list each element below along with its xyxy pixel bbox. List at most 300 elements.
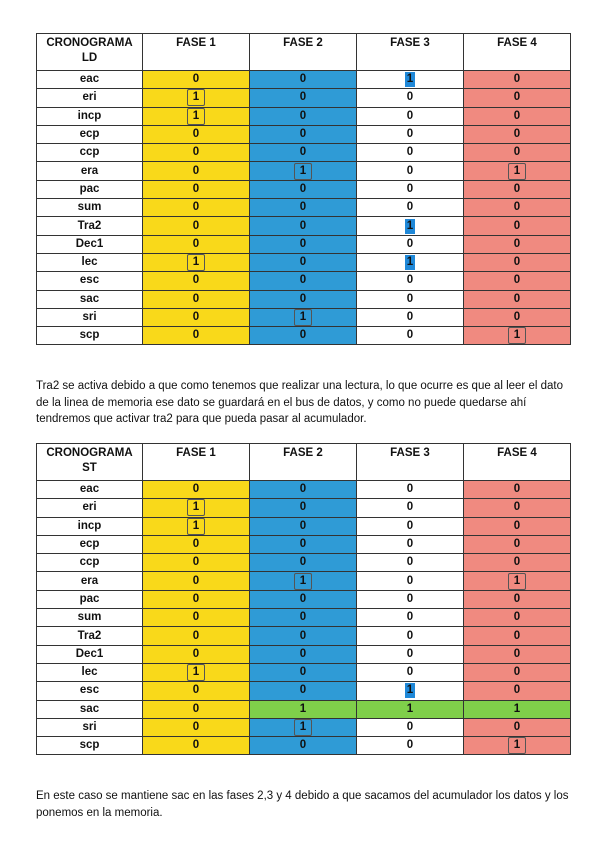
signal-value: 0 [192, 219, 200, 232]
signal-value: 0 [513, 721, 521, 733]
fase-4-cell [464, 235, 571, 253]
fase-3-cell [357, 180, 464, 198]
signal-value: 0 [406, 109, 414, 122]
signal-label: Dec1 [37, 645, 143, 663]
fase-2-cell [250, 199, 357, 217]
fase-4-cell [464, 217, 571, 235]
signal-value: 0 [192, 237, 200, 250]
fase-2-cell [250, 627, 357, 645]
fase-2-cell [250, 290, 357, 308]
fase-3-cell [357, 235, 464, 253]
signal-value: 0 [513, 237, 521, 250]
signal-label: sri [37, 718, 143, 736]
fase-1-cell [143, 627, 250, 645]
signal-value: 0 [513, 538, 521, 551]
signal-value: 0 [192, 146, 200, 159]
table-row [37, 235, 571, 253]
table-row [37, 217, 571, 235]
table-row [37, 481, 571, 499]
signal-value: 0 [299, 237, 307, 250]
table-row [37, 663, 571, 681]
table-row [37, 645, 571, 663]
signal-value: 1 [294, 573, 312, 590]
fase-1-cell [143, 180, 250, 198]
fase-3-cell [357, 554, 464, 572]
fase-3-cell [357, 71, 464, 89]
table-row [37, 737, 571, 755]
signal-label: eri [37, 499, 143, 517]
signal-value: 0 [299, 274, 307, 287]
signal-value: 0 [513, 556, 521, 569]
table-row [37, 554, 571, 572]
signal-value: 0 [513, 501, 521, 514]
fase-3-cell [357, 253, 464, 271]
fase-3-cell [357, 499, 464, 517]
header-fase-1: FASE 1 [143, 444, 250, 481]
fase-4-cell [464, 718, 571, 736]
signal-label: sum [37, 609, 143, 627]
fase-1-cell [143, 481, 250, 499]
signal-label: incp [37, 107, 143, 125]
table-row [37, 144, 571, 162]
signal-value: 0 [299, 684, 307, 697]
signal-value: 0 [192, 556, 200, 569]
table-row [37, 590, 571, 608]
signal-value: 0 [299, 666, 307, 679]
fase-1-cell [143, 663, 250, 681]
fase-2-cell [250, 308, 357, 326]
signal-value: 1 [294, 309, 312, 326]
fase-2-cell [250, 663, 357, 681]
signal-label: era [37, 162, 143, 180]
fase-1-cell [143, 682, 250, 700]
signal-value: 0 [513, 146, 521, 159]
fase-4-cell [464, 663, 571, 681]
fase-1-cell [143, 272, 250, 290]
header-fase-3: FASE 3 [357, 444, 464, 481]
fase-3-cell [357, 737, 464, 755]
fase-2-cell [250, 645, 357, 663]
fase-4-cell [464, 700, 571, 718]
table-row [37, 125, 571, 143]
signal-value: 0 [192, 483, 200, 496]
fase-3-cell [357, 272, 464, 290]
signal-value: 0 [406, 739, 414, 752]
fase-4-cell [464, 180, 571, 198]
signal-value: 0 [192, 201, 200, 214]
signal-value: 0 [406, 292, 414, 305]
fase-2-cell [250, 125, 357, 143]
fase-4-cell [464, 481, 571, 499]
signal-value: 0 [192, 647, 200, 660]
signal-value: 0 [299, 292, 307, 305]
fase-3-cell [357, 308, 464, 326]
fase-3-cell [357, 125, 464, 143]
fase-2-cell [250, 107, 357, 125]
signal-value: 0 [299, 182, 307, 195]
signal-value: 1 [299, 702, 307, 715]
fase-1-cell [143, 144, 250, 162]
table-subtitle: ST [82, 462, 97, 474]
fase-3-cell [357, 327, 464, 345]
table-subtitle: LD [81, 52, 98, 64]
signal-value: 0 [192, 329, 200, 342]
fase-4-cell [464, 272, 571, 290]
table-row [37, 700, 571, 718]
signal-value: 1 [187, 664, 205, 681]
signal-value: 1 [406, 219, 414, 232]
table-row [37, 627, 571, 645]
signal-value: 0 [513, 73, 521, 86]
signal-value: 0 [406, 721, 414, 733]
signal-value: 0 [406, 182, 414, 195]
fase-2-cell [250, 71, 357, 89]
fase-2-cell [250, 554, 357, 572]
fase-1-cell [143, 235, 250, 253]
signal-value: 0 [192, 702, 200, 715]
signal-value: 0 [299, 538, 307, 551]
header-fase-3: FASE 3 [357, 34, 464, 71]
fase-3-cell [357, 590, 464, 608]
signal-value: 0 [406, 91, 414, 104]
signal-value: 0 [513, 128, 521, 141]
fase-2-cell [250, 590, 357, 608]
note-ld: Tra2 se activa debido a que como tenemos que realizar una lectura, lo que ocurre es que al leer el dato de la linea de memoria ese dato se guardará en el bus de datos, y como no puede quedarse ahí tendremos que activar tra2 para que pueda pasar al acumulador. [36, 380, 563, 425]
signal-value: 0 [513, 592, 521, 605]
fase-2-cell [250, 737, 357, 755]
signal-value: 1 [508, 163, 526, 180]
fase-3-cell [357, 199, 464, 217]
fase-2-cell [250, 700, 357, 718]
fase-1-cell [143, 290, 250, 308]
signal-value: 0 [192, 538, 200, 551]
table-row [37, 71, 571, 89]
header-fase-4: FASE 4 [464, 34, 571, 71]
fase-4-cell [464, 609, 571, 627]
signal-label: lec [37, 663, 143, 681]
signal-value: 0 [406, 329, 414, 342]
signal-value: 0 [406, 611, 414, 624]
table-header-row [37, 34, 571, 71]
table-row [37, 682, 571, 700]
note-st: En este caso se mantiene sac en las fases 2,3 y 4 debido a que sacamos del acumulador los datos y los ponemos en la memoria. [36, 790, 569, 819]
signal-value: 0 [299, 647, 307, 660]
signal-value: 0 [513, 182, 521, 195]
table-row [37, 609, 571, 627]
signal-value: 0 [513, 219, 521, 232]
signal-value: 0 [406, 146, 414, 159]
fase-1-cell [143, 71, 250, 89]
signal-value: 0 [299, 629, 307, 642]
fase-2-cell [250, 235, 357, 253]
fase-4-cell [464, 682, 571, 700]
signal-label: sac [37, 290, 143, 308]
table-row [37, 517, 571, 535]
signal-value: 0 [513, 483, 521, 496]
signal-value: 0 [513, 292, 521, 305]
signal-label: eac [37, 71, 143, 89]
table-row [37, 107, 571, 125]
signal-value: 0 [513, 201, 521, 214]
signal-value: 0 [299, 483, 307, 496]
fase-2-cell [250, 517, 357, 535]
signal-value: 0 [192, 574, 200, 587]
signal-value: 0 [513, 519, 521, 532]
signal-value: 0 [299, 501, 307, 514]
signal-label: sum [37, 199, 143, 217]
fase-2-cell [250, 162, 357, 180]
signal-value: 1 [508, 573, 526, 590]
fase-1-cell [143, 217, 250, 235]
signal-label: Tra2 [37, 627, 143, 645]
fase-1-cell [143, 162, 250, 180]
signal-label: scp [37, 327, 143, 345]
signal-value: 0 [513, 256, 521, 269]
signal-value: 0 [513, 684, 521, 697]
fase-1-cell [143, 253, 250, 271]
signal-value: 0 [513, 91, 521, 104]
fase-4-cell [464, 645, 571, 663]
signal-label: sri [37, 308, 143, 326]
signal-value: 1 [508, 737, 526, 754]
fase-2-cell [250, 718, 357, 736]
table-row [37, 499, 571, 517]
signal-value: 1 [187, 499, 205, 516]
table-title: CRONOGRAMA [46, 37, 133, 49]
table-row [37, 327, 571, 345]
signal-value: 0 [406, 311, 414, 323]
signal-value: 0 [406, 538, 414, 551]
header-fase-2: FASE 2 [250, 34, 357, 71]
signal-value: 0 [513, 647, 521, 660]
signal-value: 1 [187, 518, 205, 535]
table-row [37, 162, 571, 180]
signal-value: 0 [406, 501, 414, 514]
fase-1-cell [143, 645, 250, 663]
signal-value: 0 [513, 311, 521, 323]
fase-2-cell [250, 481, 357, 499]
signal-label: pac [37, 180, 143, 198]
signal-value: 0 [192, 73, 200, 86]
fase-4-cell [464, 499, 571, 517]
fase-1-cell [143, 499, 250, 517]
signal-value: 0 [192, 739, 200, 752]
signal-value: 1 [187, 254, 205, 271]
signal-label: lec [37, 253, 143, 271]
fase-2-cell [250, 535, 357, 553]
fase-3-cell [357, 700, 464, 718]
header-fase-1: FASE 1 [143, 34, 250, 71]
table-title: CRONOGRAMA [46, 447, 133, 459]
signal-value: 1 [294, 719, 312, 736]
fase-4-cell [464, 517, 571, 535]
fase-1-cell [143, 737, 250, 755]
signal-value: 0 [513, 611, 521, 624]
fase-3-cell [357, 682, 464, 700]
signal-value: 1 [406, 702, 414, 715]
fase-2-cell [250, 217, 357, 235]
signal-value: 1 [508, 327, 526, 344]
signal-value: 0 [406, 483, 414, 496]
signal-value: 0 [192, 721, 200, 733]
fase-1-cell [143, 125, 250, 143]
signal-value: 0 [192, 128, 200, 141]
fase-1-cell [143, 609, 250, 627]
signal-value: 1 [187, 89, 205, 106]
table-row [37, 199, 571, 217]
signal-value: 0 [192, 311, 200, 323]
fase-3-cell [357, 144, 464, 162]
signal-value: 0 [299, 592, 307, 605]
fase-4-cell [464, 107, 571, 125]
fase-3-cell [357, 107, 464, 125]
cronograma-ld-table [36, 33, 571, 345]
signal-value: 0 [192, 684, 200, 697]
fase-3-cell [357, 572, 464, 590]
signal-label: ccp [37, 554, 143, 572]
table-row [37, 535, 571, 553]
fase-4-cell [464, 535, 571, 553]
signal-value: 0 [299, 219, 307, 232]
fase-1-cell [143, 89, 250, 107]
fase-4-cell [464, 554, 571, 572]
table-header-row [37, 444, 571, 481]
fase-4-cell [464, 590, 571, 608]
signal-value: 0 [299, 128, 307, 141]
fase-3-cell [357, 718, 464, 736]
signal-label: incp [37, 517, 143, 535]
fase-4-cell [464, 737, 571, 755]
signal-label: ecp [37, 535, 143, 553]
signal-value: 0 [192, 274, 200, 287]
signal-value: 0 [192, 164, 200, 177]
table-row [37, 718, 571, 736]
signal-value: 0 [406, 519, 414, 532]
table-title-cell [37, 34, 143, 71]
signal-value: 0 [299, 519, 307, 532]
fase-2-cell [250, 572, 357, 590]
fase-2-cell [250, 682, 357, 700]
fase-2-cell [250, 89, 357, 107]
signal-label: sac [37, 700, 143, 718]
signal-label: esc [37, 272, 143, 290]
fase-1-cell [143, 199, 250, 217]
signal-label: esc [37, 682, 143, 700]
signal-label: ecp [37, 125, 143, 143]
table-row [37, 253, 571, 271]
fase-3-cell [357, 89, 464, 107]
signal-value: 0 [299, 146, 307, 159]
signal-label: Tra2 [37, 217, 143, 235]
signal-value: 0 [299, 91, 307, 104]
fase-4-cell [464, 89, 571, 107]
fase-1-cell [143, 572, 250, 590]
fase-1-cell [143, 107, 250, 125]
signal-value: 0 [406, 574, 414, 587]
signal-label: Dec1 [37, 235, 143, 253]
fase-4-cell [464, 199, 571, 217]
header-fase-2: FASE 2 [250, 444, 357, 481]
cronograma-st-table [36, 443, 571, 755]
fase-3-cell [357, 481, 464, 499]
signal-value: 1 [406, 73, 414, 86]
fase-2-cell [250, 272, 357, 290]
fase-3-cell [357, 663, 464, 681]
fase-4-cell [464, 144, 571, 162]
fase-1-cell [143, 554, 250, 572]
signal-value: 0 [192, 182, 200, 195]
fase-1-cell [143, 718, 250, 736]
signal-value: 0 [513, 274, 521, 287]
signal-label: eac [37, 481, 143, 499]
fase-3-cell [357, 290, 464, 308]
fase-3-cell [357, 535, 464, 553]
fase-4-cell [464, 162, 571, 180]
signal-value: 1 [294, 163, 312, 180]
fase-3-cell [357, 645, 464, 663]
fase-1-cell [143, 535, 250, 553]
fase-4-cell [464, 290, 571, 308]
signal-value: 0 [406, 128, 414, 141]
fase-1-cell [143, 700, 250, 718]
signal-value: 1 [513, 702, 521, 715]
fase-2-cell [250, 609, 357, 627]
signal-value: 0 [299, 73, 307, 86]
fase-3-cell [357, 162, 464, 180]
fase-3-cell [357, 627, 464, 645]
signal-label: ccp [37, 144, 143, 162]
signal-value: 0 [299, 611, 307, 624]
fase-2-cell [250, 180, 357, 198]
signal-label: eri [37, 89, 143, 107]
table-row [37, 572, 571, 590]
signal-value: 0 [299, 201, 307, 214]
signal-value: 0 [192, 611, 200, 624]
fase-4-cell [464, 327, 571, 345]
fase-4-cell [464, 627, 571, 645]
signal-value: 0 [299, 109, 307, 122]
signal-value: 0 [406, 592, 414, 605]
signal-value: 0 [406, 201, 414, 214]
signal-value: 0 [406, 666, 414, 679]
signal-value: 0 [513, 109, 521, 122]
signal-value: 0 [406, 647, 414, 660]
signal-value: 0 [513, 629, 521, 642]
fase-1-cell [143, 517, 250, 535]
fase-1-cell [143, 308, 250, 326]
fase-1-cell [143, 327, 250, 345]
signal-value: 0 [192, 629, 200, 642]
signal-value: 0 [406, 556, 414, 569]
fase-4-cell [464, 572, 571, 590]
fase-2-cell [250, 327, 357, 345]
fase-4-cell [464, 253, 571, 271]
table-row [37, 272, 571, 290]
fase-4-cell [464, 308, 571, 326]
signal-label: era [37, 572, 143, 590]
fase-2-cell [250, 253, 357, 271]
table-row [37, 180, 571, 198]
signal-label: pac [37, 590, 143, 608]
signal-value: 0 [406, 274, 414, 287]
fase-4-cell [464, 125, 571, 143]
signal-value: 1 [406, 256, 414, 269]
signal-label: scp [37, 737, 143, 755]
fase-4-cell [464, 71, 571, 89]
table-row [37, 89, 571, 107]
fase-3-cell [357, 517, 464, 535]
signal-value: 1 [406, 684, 414, 697]
